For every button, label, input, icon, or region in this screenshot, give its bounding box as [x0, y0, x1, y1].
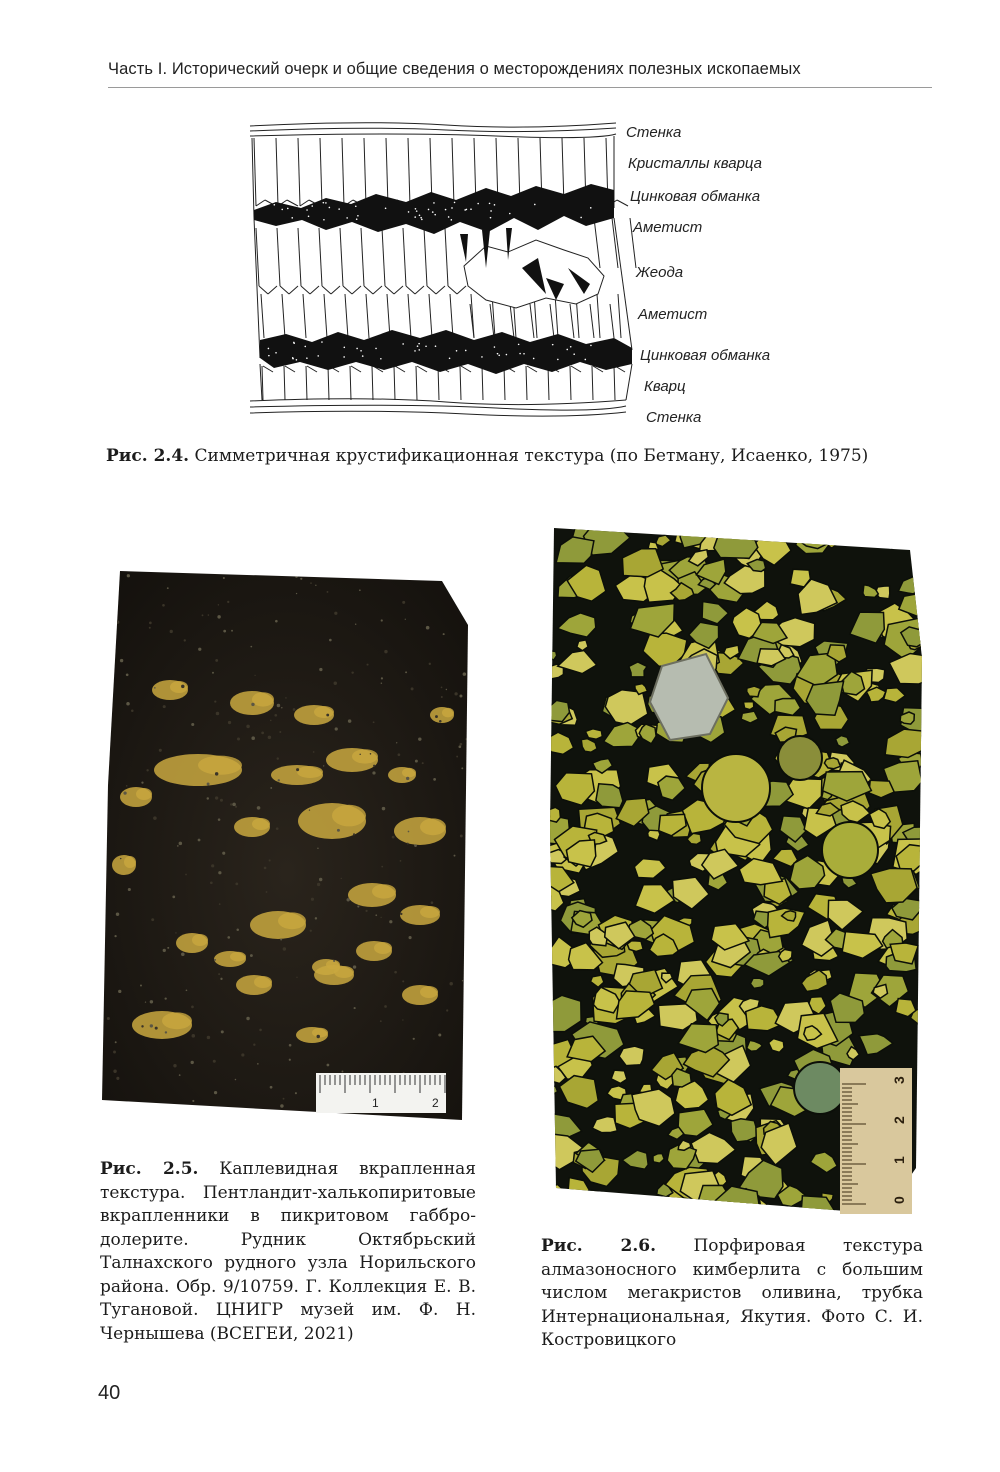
- scale-label-1: 1: [372, 1096, 379, 1110]
- header-rule: [108, 87, 932, 88]
- photo-porphyry-kimberlite: [550, 528, 922, 1214]
- diagram-label: Аметист: [633, 219, 703, 236]
- diagram-label: Стенка: [626, 124, 682, 141]
- caption-text: Порфировая текстура алмазоносного кимберлита с большим числом мегакристов оливина, трубка Интернациональная, Якутия. Фото С. И. Костровицкого: [541, 1236, 923, 1350]
- scale-label-1: 1: [891, 1156, 907, 1164]
- photo-droplet-texture: [102, 565, 472, 1125]
- caption-number: Рис. 2.4.: [106, 446, 190, 466]
- scale-label-2: 2: [432, 1096, 439, 1110]
- crustification-diagram: [246, 118, 638, 423]
- caption-number: Рис. 2.5.: [100, 1159, 199, 1179]
- caption-number: Рис. 2.6.: [541, 1236, 657, 1256]
- caption-text: Каплевидная вкрапленная текстура. Пентландит-халькопиритовые вкрапленники в пикритовом габбро-долерите. Рудник Октябрьский Талнахского рудного узла Норильского района. Обр. 9/10759. Г. Коллекция Е. В. Тугановой. ЦНИГР музей им. Ф. Н. Чернышева (ВСЕГЕИ, 2021): [100, 1159, 477, 1344]
- scale-label-3: 3: [891, 1076, 907, 1084]
- caption-figure-2-5: [100, 1158, 476, 1346]
- upper-sphalerite-band: [254, 184, 614, 234]
- scale-label-0: 0: [891, 1196, 907, 1204]
- scale-bar: [316, 1073, 446, 1113]
- caption-figure-2-4: [106, 445, 906, 469]
- caption-text: Симметричная крустификационная текстура (по Бетману, Исаенко, 1975): [189, 446, 869, 466]
- diagram-label: Кварц: [644, 378, 686, 395]
- running-head: Часть I. Исторический очерк и общие сведения о месторождениях полезных ископаемых: [108, 60, 801, 78]
- caption-figure-2-6: [541, 1235, 923, 1353]
- diagram-label: Аметист: [638, 306, 708, 323]
- lower-sphalerite-band: [260, 330, 632, 374]
- scale-bar: [840, 1068, 912, 1214]
- diagram-label: Цинковая обманка: [640, 347, 771, 364]
- diagram-label: Цинковая обманка: [630, 188, 761, 205]
- page-number: 40: [98, 1382, 121, 1404]
- scale-label-2: 2: [891, 1116, 907, 1124]
- diagram-label: Кристаллы кварца: [628, 155, 763, 172]
- diagram-label: Стенка: [646, 409, 702, 426]
- diagram-label: Жеода: [636, 264, 684, 281]
